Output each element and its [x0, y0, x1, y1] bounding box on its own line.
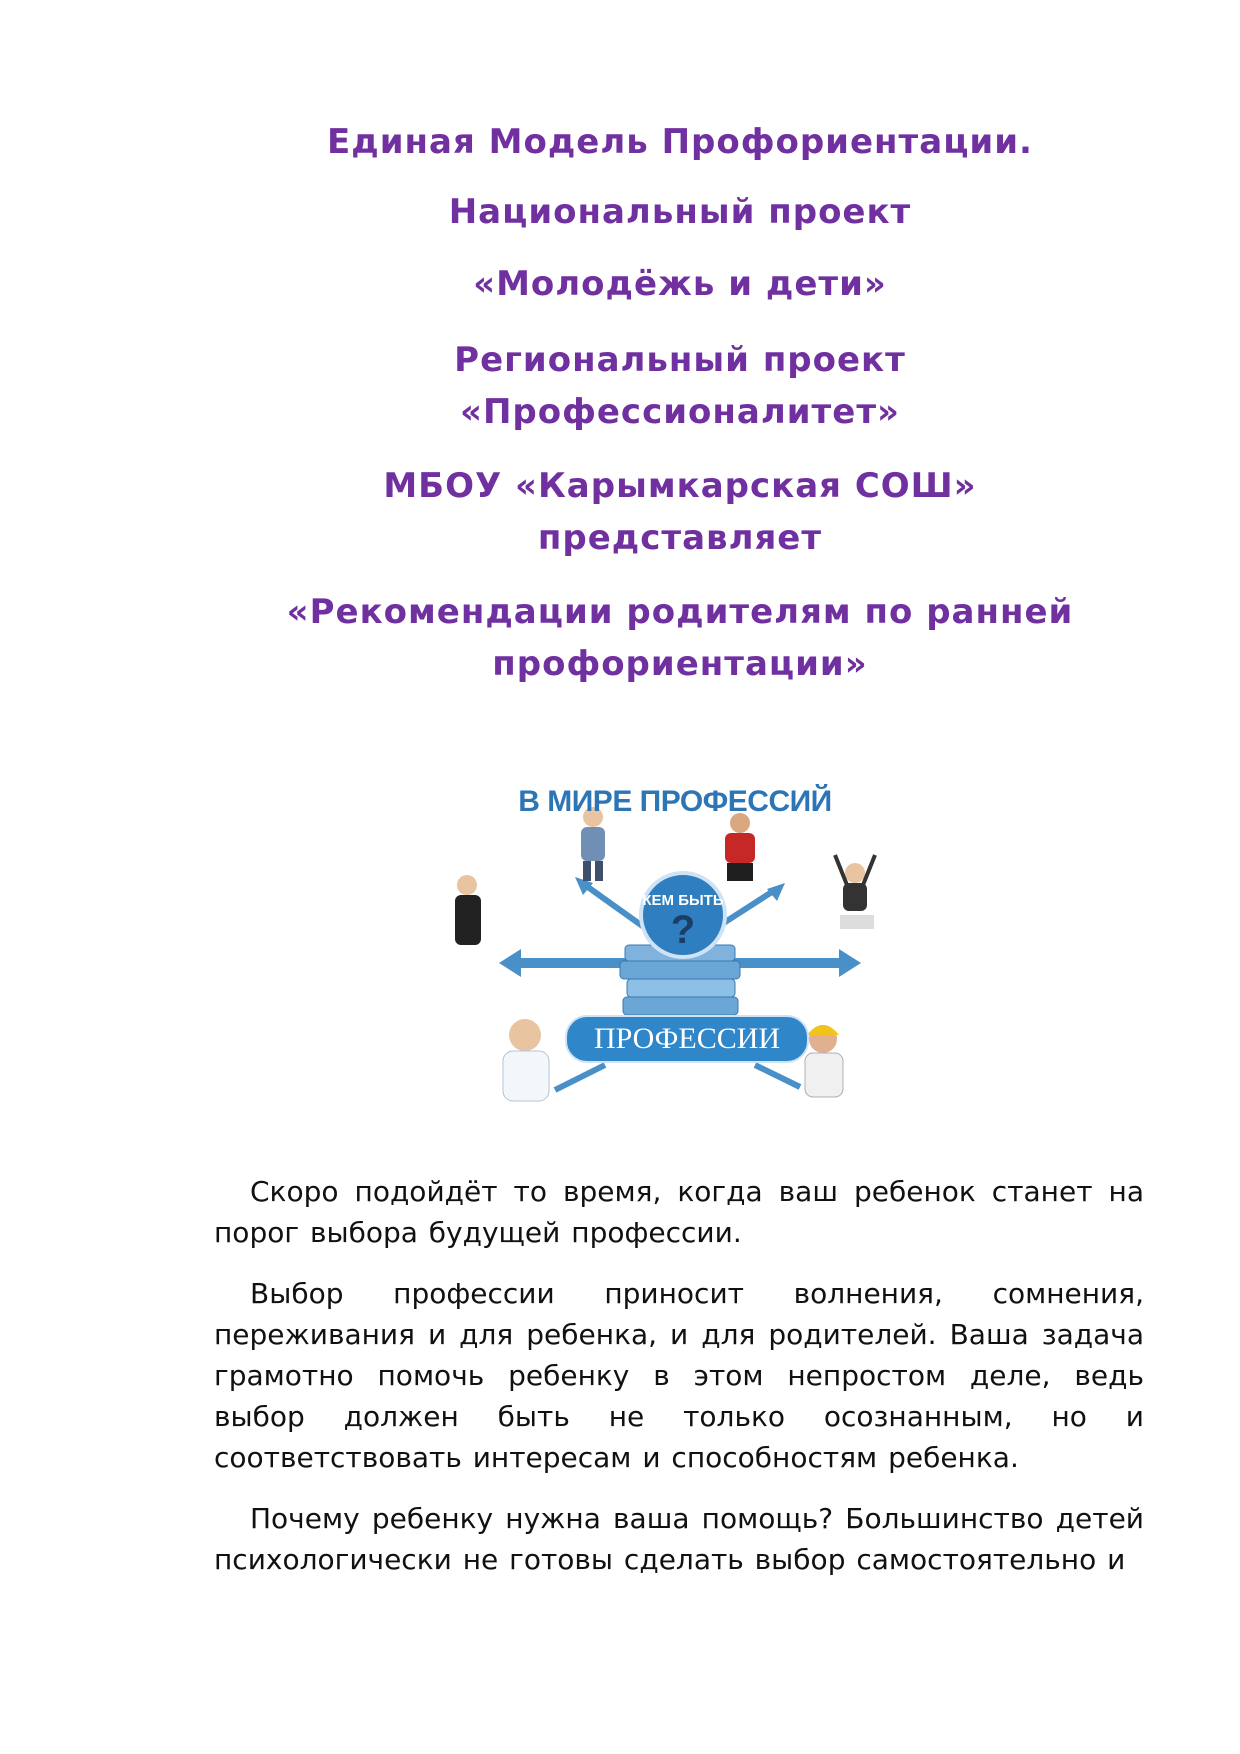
- left-arrowhead: [499, 949, 521, 977]
- paragraph-intro: Скоро подойдёт то время, когда ваш ребенок станет на порог выбора будущей профессии.: [214, 1175, 1144, 1249]
- heading-youth-children: «Молодёжь и дети»: [473, 264, 887, 304]
- builder-figure-icon: [725, 813, 755, 881]
- heading-school: МБОУ «Карымкарская СОШ»: [383, 466, 977, 506]
- laptop-person-figure-icon: [835, 855, 875, 929]
- figure-title: В МИРЕ ПРОФЕССИЙ: [518, 785, 832, 818]
- paragraph-choice: Выбор профессии приносит волнения, сомнения, переживания и для ребенка, и для родителей. Ваша задача грамотно помочь ребенку в этом непростом деле, ведь выбор должен быть не только осознанным, но и соответствовать интересам и способностям ребенка.: [214, 1277, 1144, 1474]
- heading-presents: представляет: [537, 518, 823, 558]
- arrow-down-left: [555, 1065, 605, 1090]
- right-arrowhead: [839, 949, 861, 977]
- heading-regional-project: Региональный проект: [454, 340, 906, 380]
- heading-national-project: Национальный проект: [448, 192, 912, 232]
- arrow-up-right-head: [767, 883, 785, 901]
- question-mark-icon: ?: [670, 908, 696, 952]
- professions-illustration: [455, 775, 905, 1105]
- career-badge: [641, 873, 725, 957]
- arrow-down-right: [755, 1065, 800, 1087]
- heading-professionalitet: «Профессионалитет»: [460, 392, 900, 432]
- doctor-figure-icon: [503, 1019, 549, 1101]
- businesswoman-figure-icon: [455, 875, 481, 945]
- heading-model: Единая Модель Профориентации.: [327, 122, 1033, 162]
- paragraph-why-help: Почему ребенку нужна ваша помощь? Большинство детей психологически не готовы сделать выбор самостоятельно и: [214, 1502, 1144, 1576]
- heading-early-orientation: профориентации»: [492, 644, 868, 684]
- badge-text: КЕМ БЫТЬ: [642, 892, 724, 909]
- heading-recommendations: «Рекомендации родителям по ранней: [286, 592, 1074, 632]
- engineer-figure-icon: [805, 1025, 843, 1097]
- professions-banner: ПРОФЕССИИ: [565, 1015, 809, 1063]
